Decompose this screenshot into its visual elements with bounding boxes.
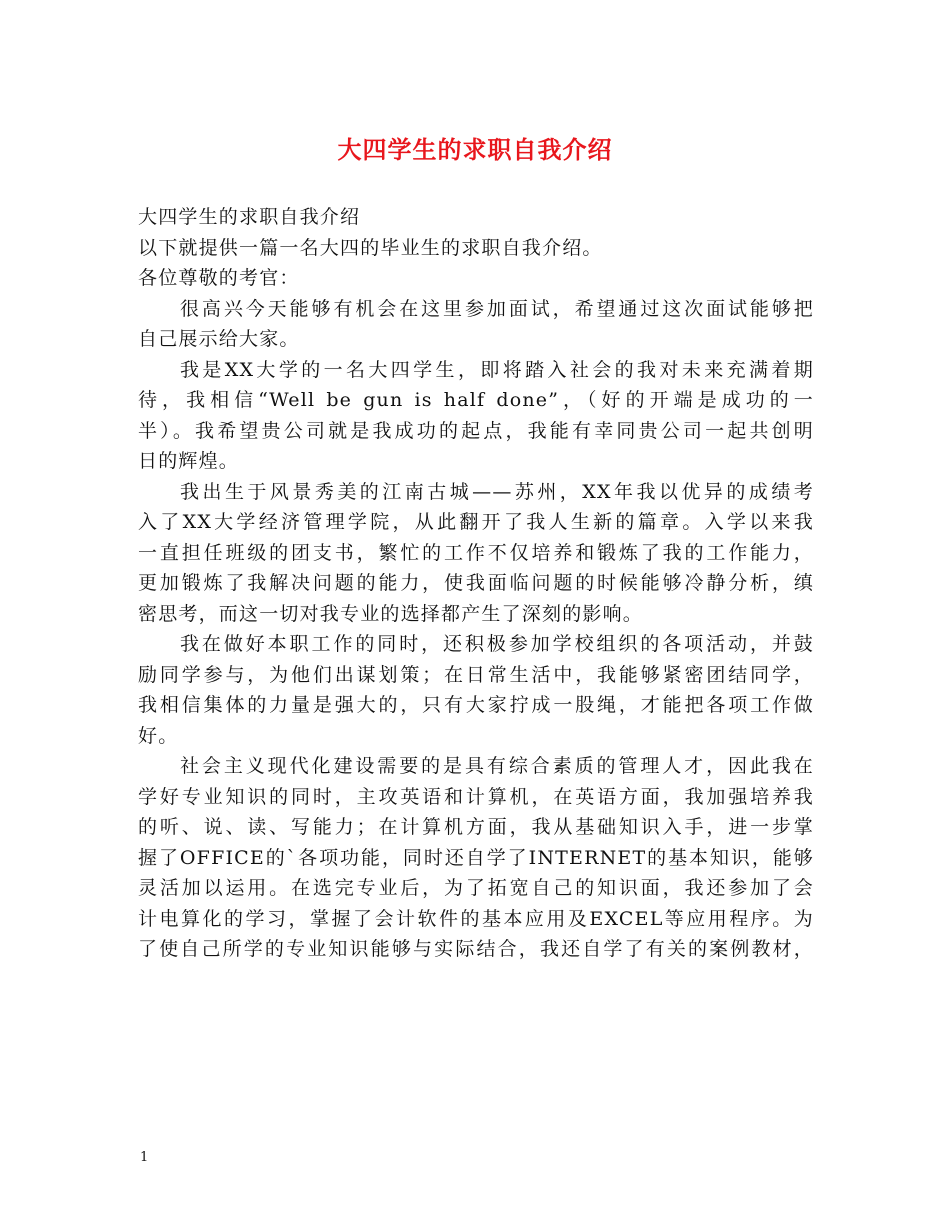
body-line: 我是XX大学的一名大四学生，即将踏入社会的我对未来充满着期 <box>180 358 814 381</box>
body-line: 待，我相信“Well be gun is half done”，（好的开端是成功的一 <box>138 389 814 411</box>
body-line: 社会主义现代化建设需要的是具有综合素质的管理人才，因此我在 <box>180 755 814 777</box>
body-line: 密思考，而这一切对我专业的选择都产生了深刻的影响。 <box>138 602 644 625</box>
body-line: 的听、说、读、写能力；在计算机方面，我从基础知识入手，进一步掌 <box>138 816 814 838</box>
body-line: 灵活加以运用。在选完专业后，为了拓宽自己的知识面，我还参加了会 <box>138 877 814 899</box>
document-title: 大四学生的求职自我介绍 <box>337 135 613 164</box>
body-line: 各位尊敬的考官： <box>138 267 300 289</box>
body-line: 我相信集体的力量是强大的，只有大家拧成一股绳，才能把各项工作做 <box>138 694 814 716</box>
body-line: 励同学参与，为他们出谋划策；在日常生活中，我能够紧密团结同学， <box>138 663 814 686</box>
body-line: 入了XX大学经济管理学院，从此翻开了我人生新的篇章。入学以来我 <box>138 511 814 533</box>
body-line: 一直担任班级的团支书，繁忙的工作不仅培养和锻炼了我的工作能力， <box>138 541 814 564</box>
body-line: 我出生于风景秀美的江南古城——苏州，XX年我以优异的成绩考 <box>180 480 814 503</box>
body-line: 半）。我希望贵公司就是我成功的起点，我能有幸同贵公司一起共创明 <box>138 419 814 442</box>
body-line: 自己展示给大家。 <box>138 328 300 350</box>
body-line: 更加锻炼了我解决问题的能力，使我面临问题的时候能够冷静分析，缜 <box>138 572 814 594</box>
body-line: 很高兴今天能够有机会在这里参加面试，希望通过这次面试能够把 <box>180 297 814 320</box>
body-line: 我在做好本职工作的同时，还积极参加学校组织的各项活动，并鼓 <box>180 633 814 655</box>
body-line: 好。 <box>138 724 179 747</box>
body-line: 学好专业知识的同时，主攻英语和计算机，在英语方面，我加强培养我 <box>138 785 814 808</box>
body-line: 以下就提供一篇一名大四的毕业生的求职自我介绍。 <box>138 236 603 259</box>
body-line: 大四学生的求职自我介绍 <box>138 206 361 228</box>
document-body <box>138 202 814 965</box>
body-line: 握了OFFICE的`各项功能，同时还自学了INTERNET的基本知识，能够 <box>138 846 814 869</box>
body-line: 了使自己所学的专业知识能够与实际结合，我还自学了有关的案例教材， <box>138 938 814 960</box>
page-number: 1 <box>140 1150 149 1165</box>
body-line: 日的辉煌。 <box>138 450 240 472</box>
body-line: 计电算化的学习，掌握了会计软件的基本应用及EXCEL等应用程序。为 <box>138 907 814 930</box>
